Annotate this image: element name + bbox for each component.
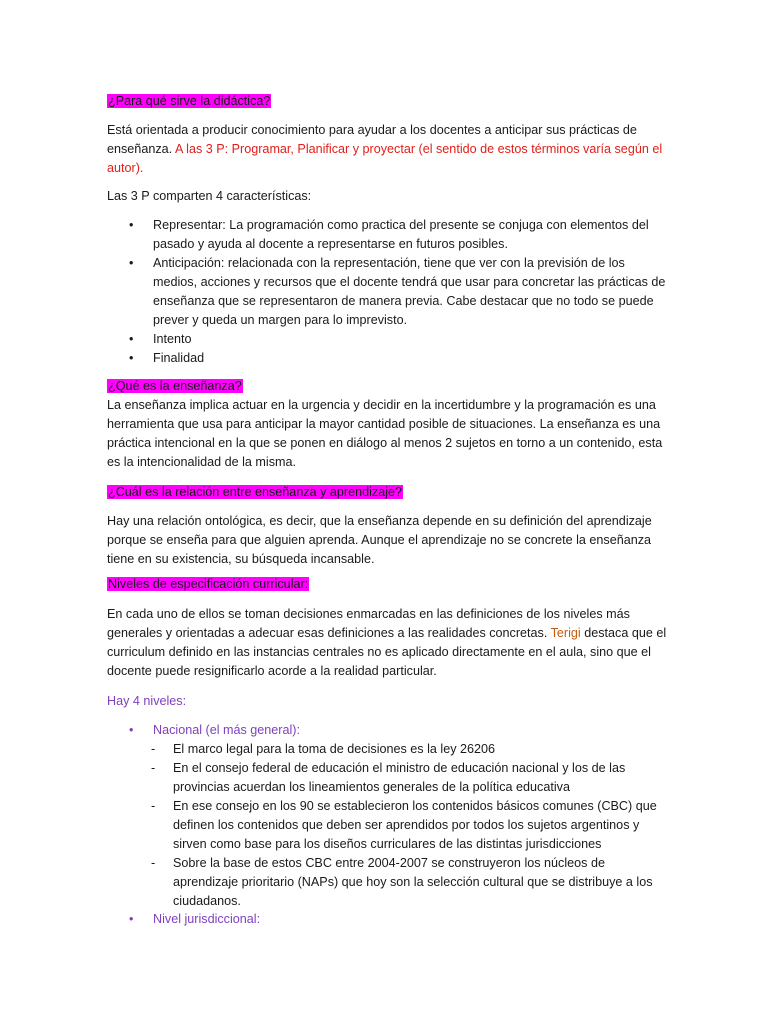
author-name: Terigi	[550, 626, 581, 640]
nivel-label: Nacional (el más general):	[153, 723, 300, 737]
red-emphasis-text: A las 3 P: Programar, Planificar y proyectar (el sentido de estos términos varía según el autor).	[107, 142, 663, 175]
paragraph-relacion: Hay una relación ontológica, es decir, que la enseñanza depende en su definición del aprendizaje porque se enseña para que alguien aprenda. Aunque el aprendizaje no se concrete la enseñanza tiene en su existencia, su búsqueda incansable.	[107, 514, 652, 566]
bullet-icon: •	[129, 256, 134, 270]
heading-niveles	[107, 575, 667, 594]
list-item: • Representar: La programación como practica del presente se conjuga con elementos del pasado y ayuda al docente a representarse en futuros posibles.	[129, 218, 649, 251]
sublist-wrapper	[107, 740, 667, 911]
highlighted-heading: ¿Qué es la enseñanza?	[108, 379, 242, 393]
nivel-label: Nivel jurisdiccional:	[153, 912, 261, 926]
heading-didactica	[107, 92, 667, 111]
list-item: - El marco legal para la toma de decisiones es la ley 26206	[107, 740, 667, 759]
bullet-icon: •	[129, 912, 134, 926]
bullet-icon: •	[129, 218, 134, 232]
dash-list	[107, 740, 667, 911]
dash-icon: -	[151, 742, 156, 756]
bullet-icon: •	[129, 351, 134, 365]
paragraph-ensenanza: La enseñanza implica actuar en la urgencia y decidir en la incertidumbre y la programación es una herramienta que usa para anticipar la mayor cantidad posible de situaciones. La enseñanza es una práctica intencional en la que se ponen en diálogo al menos 2 sujetos en torno a un contenido, esta es la intencionalidad de la misma.	[107, 398, 663, 469]
paragraph-didactica	[107, 121, 667, 178]
highlighted-heading: Niveles de especificación curricular:	[108, 577, 309, 591]
highlighted-heading: ¿Cuál es la relación entre enseñanza y aprendizaje?	[108, 485, 403, 499]
dash-icon: -	[151, 799, 156, 813]
list-item: • Anticipación: relacionada con la representación, tiene que ver con la previsión de los medios, acciones y recursos que el docente tendrá que usar para concretar las prácticas de enseñanza que se representaron de manera previa. Cabe destacar que no todo se puede prever y queda un margen para lo imprevisto.	[129, 256, 666, 327]
list-item-nacional	[107, 721, 667, 740]
heading-ensenanza	[107, 377, 667, 396]
list-item-jurisdiccional	[107, 910, 667, 929]
niveles-list-continued	[107, 910, 667, 929]
niveles-list	[107, 721, 667, 740]
niveles-count: Hay 4 niveles:	[107, 694, 187, 708]
paragraph-caracteristicas: Las 3 P comparten 4 características:	[107, 189, 312, 203]
list-item: - En ese consejo en los 90 se establecieron los contenidos básicos comunes (CBC) que definen los contenidos que deben ser aprendidos por todos los sujetos argentinos y sirven como base para los diseños curriculares de las distintas jurisdicciones	[151, 799, 657, 851]
paragraph-text: Está orientada a producir conocimiento para ayudar a los docentes a anticipar sus prácticas de enseñanza.	[107, 123, 637, 156]
bullet-icon: •	[129, 723, 134, 737]
list-item: - En el consejo federal de educación el ministro de educación nacional y los de las provincias acuerdan los lineamientos generales de la política educativa	[151, 761, 626, 794]
highlighted-heading: ¿Para qué sirve la didáctica?	[108, 94, 271, 108]
list-item: - Sobre la base de estos CBC entre 2004-2007 se construyeron los núcleos de aprendizaje prioritario (NAPs) que hoy son la selección cultural que se distribuye a los ciudadanos.	[151, 856, 653, 908]
list-item: • Intento	[107, 330, 667, 349]
paragraph-niveles: En cada uno de ellos se toman decisiones enmarcadas en las definiciones de los niveles más generales y orientadas a adecuar esas definiciones a las realidades concretas. Terigi destaca que el curriculum definido en las instancias centrales no es aplicado directamente en el aula, sino que el docente puede resignificarlo acorde a la realidad particular.	[107, 607, 667, 678]
nacional-sublist	[107, 740, 667, 911]
heading-relacion	[107, 483, 667, 502]
dash-icon: -	[151, 856, 156, 870]
list-item: • Finalidad	[107, 349, 667, 368]
bullet-icon: •	[129, 332, 134, 346]
caracteristicas-list	[107, 216, 667, 368]
dash-icon: -	[151, 761, 156, 775]
